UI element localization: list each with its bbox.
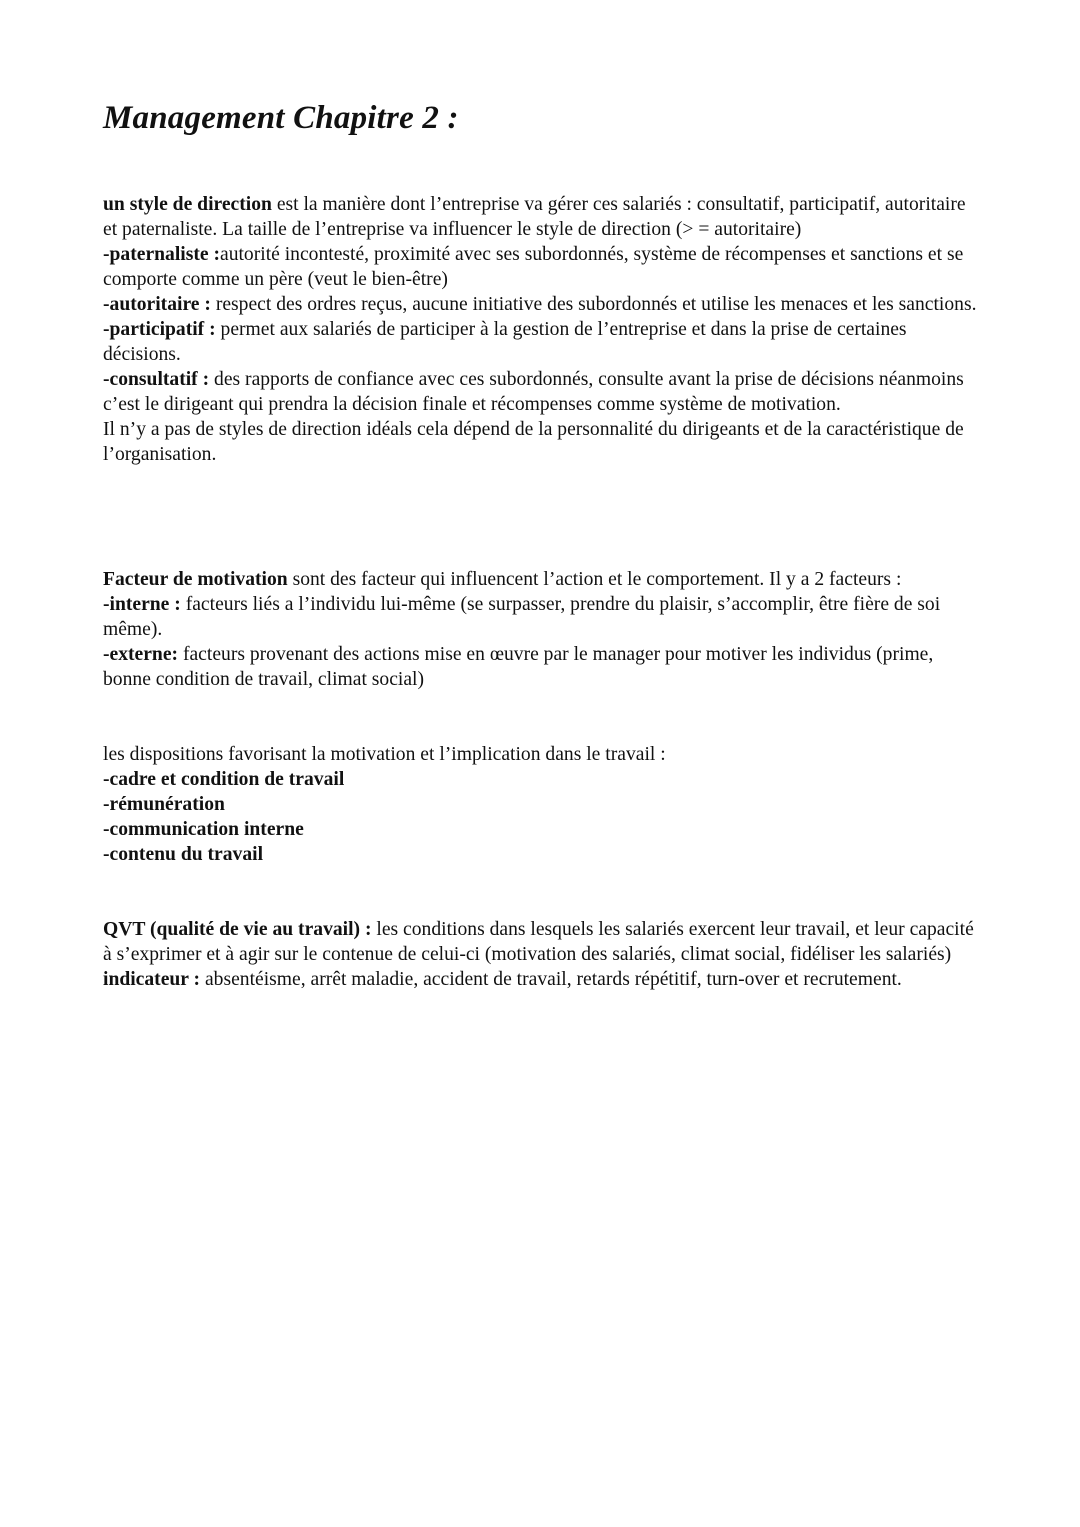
term-consultatif: -consultatif : <box>103 369 210 390</box>
term-participatif: -participatif : <box>103 319 216 340</box>
paragraph-participatif <box>103 317 983 367</box>
section-dispositions <box>103 742 983 867</box>
paragraph-paternaliste <box>103 242 983 292</box>
list-item-label: -rémunération <box>103 794 225 815</box>
section-qvt <box>103 917 983 992</box>
paragraph-indicateur <box>103 967 983 992</box>
term-qvt: QVT (qualité de vie au travail) : <box>103 919 372 940</box>
term-indicateur: indicateur : <box>103 969 201 990</box>
paragraph-externe <box>103 642 983 692</box>
paragraph-autoritaire <box>103 292 983 317</box>
text-indicateur: absentéisme, arrêt maladie, accident de travail, retards répétitif, turn-over et recrutement. <box>200 969 902 990</box>
term-facteur-motivation: Facteur de motivation <box>103 569 288 590</box>
text-autoritaire: respect des ordres reçus, aucune initiative des subordonnés et utilise les menaces et les sanctions. <box>210 294 977 315</box>
paragraph-consultatif <box>103 367 983 417</box>
list-item-label: -cadre et condition de travail <box>103 769 345 790</box>
text-facteur-motivation: sont des facteur qui influencent l’action et le comportement. Il y a 2 facteurs : <box>287 569 902 590</box>
term-interne: -interne : <box>103 594 181 615</box>
term-style-direction: un style de direction <box>103 194 272 215</box>
paragraph-conclusion-direction: Il n’y a pas de styles de direction idéals cela dépend de la personnalité du dirigeants et de la caractéristique de l’organisation. <box>103 419 964 465</box>
text-style-direction: est la manière dont l’entreprise va gérer ces salariés : consultatif, participatif, autoritaire et paternaliste. La taille de l’entreprise va influencer le style de direction (> = autoritaire) <box>103 194 966 240</box>
list-item <box>103 792 983 817</box>
paragraph-style-direction <box>103 192 983 242</box>
section-facteur-motivation <box>103 567 983 692</box>
text-externe: facteurs provenant des actions mise en œuvre par le manager pour motiver les individus (prime, bonne condition de travail, climat social) <box>103 644 934 690</box>
list-item <box>103 842 983 867</box>
text-consultatif: des rapports de confiance avec ces subordonnés, consulte avant la prise de décisions néanmoins c’est le dirigeant qui prendra la décision finale et récompenses comme système de motivation. <box>103 369 964 415</box>
paragraph-facteur-motivation <box>103 567 983 592</box>
term-autoritaire: -autoritaire : <box>103 294 211 315</box>
text-interne: facteurs liés a l’individu lui-même (se surpasser, prendre du plaisir, s’accomplir, être fière de soi même). <box>103 594 941 640</box>
paragraph-dispositions-intro: les dispositions favorisant la motivation et l’implication dans le travail : <box>103 744 666 765</box>
text-participatif: permet aux salariés de participer à la gestion de l’entreprise et dans la prise de certaines décisions. <box>103 319 907 365</box>
list-item-label: -contenu du travail <box>103 844 264 865</box>
paragraph-interne <box>103 592 983 642</box>
text-paternaliste: autorité incontesté, proximité avec ses subordonnés, système de récompenses et sanctions et se comporte comme un père (veut le bien-être) <box>103 244 964 290</box>
list-item <box>103 817 983 842</box>
paragraph-qvt <box>103 917 983 967</box>
list-item-label: -communication interne <box>103 819 304 840</box>
page-title: Management Chapitre 2 : <box>103 100 459 136</box>
list-item <box>103 767 983 792</box>
section-styles-de-direction <box>103 192 983 467</box>
term-paternaliste: -paternaliste : <box>103 244 220 265</box>
text-qvt: les conditions dans lesquels les salariés exercent leur travail, et leur capacité à s’exprimer et à agir sur le contenue de celui-ci (motivation des salariés, climat social, fidéliser les salariés) <box>103 919 974 965</box>
term-externe: -externe: <box>103 644 179 665</box>
